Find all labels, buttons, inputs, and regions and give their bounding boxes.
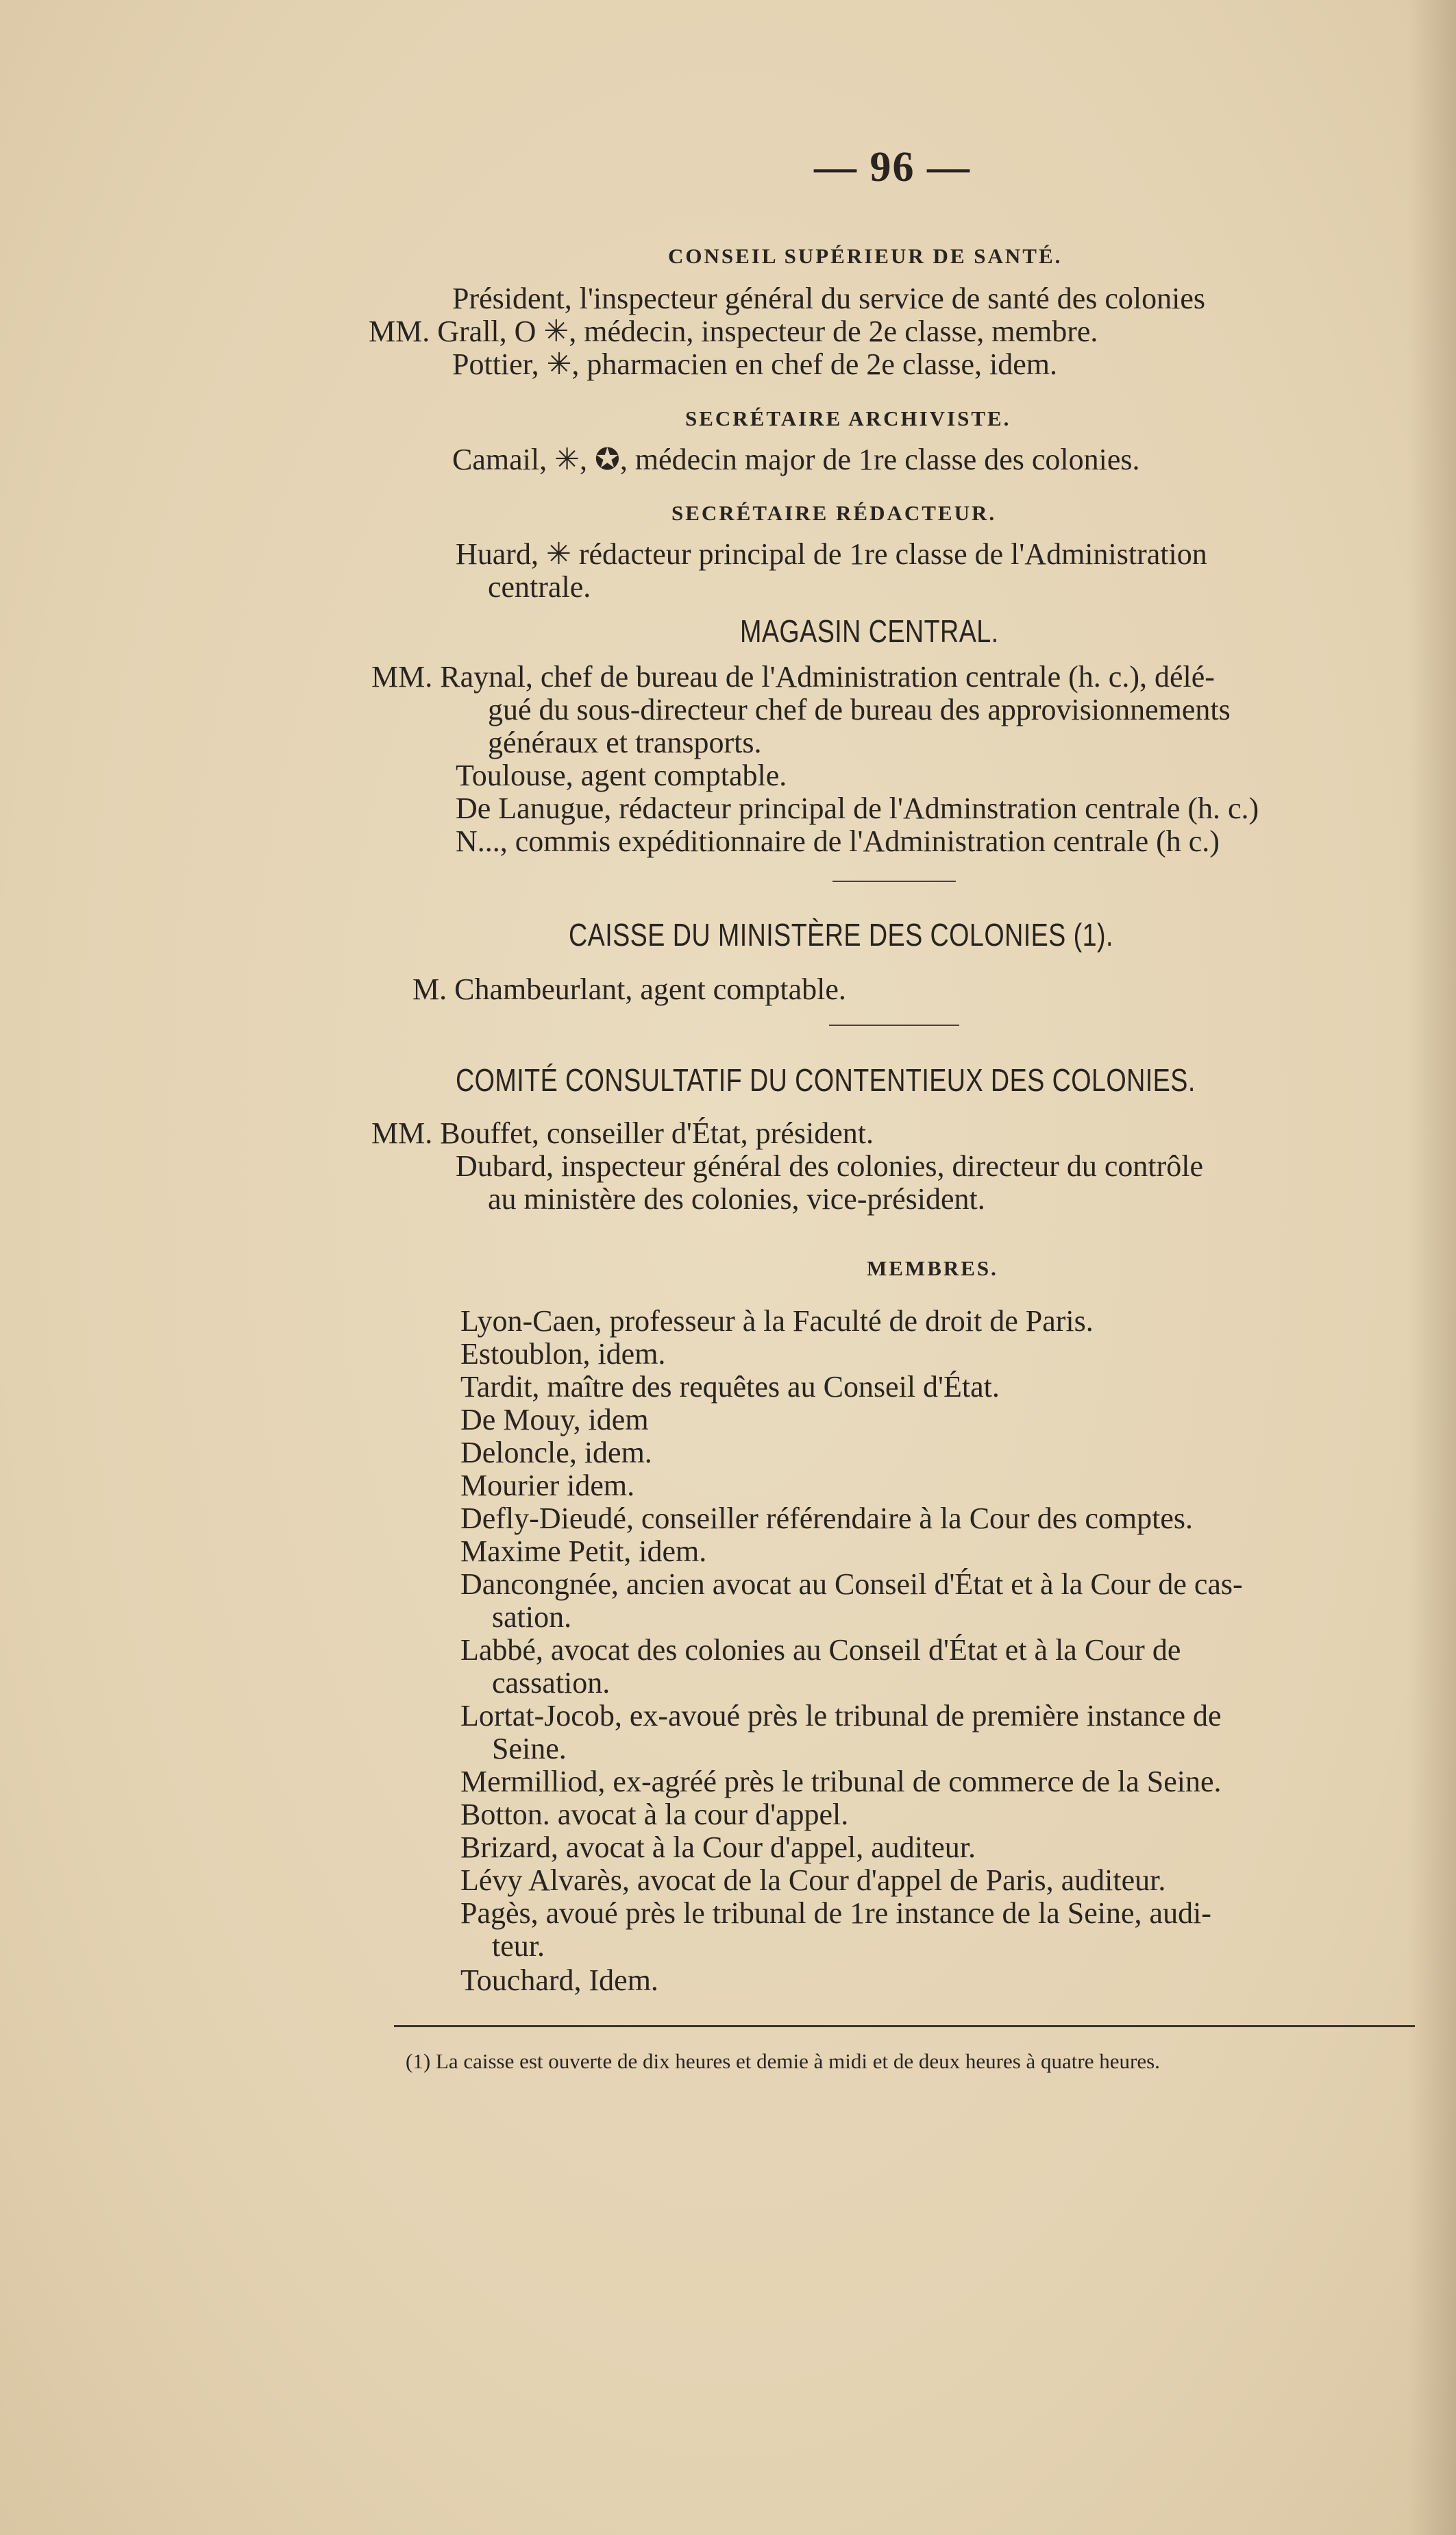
text-line: Président, l'inspecteur général du service de santé des colonies (452, 282, 1205, 315)
member-line: Estoublon, idem. (460, 1337, 666, 1371)
separator-rule (829, 1025, 959, 1026)
text-line: De Lanugue, rédacteur principal de l'Adminstration centrale (h. c.) (456, 792, 1259, 825)
member-line: Lortat-Jocob, ex-avoué près le tribunal de première instance de (460, 1699, 1222, 1732)
heading-secretaire-archiviste: SECRÉTAIRE ARCHIVISTE. (685, 406, 1011, 430)
separator-rule (832, 881, 956, 882)
text-line: au ministère des colonies, vice-président. (488, 1182, 985, 1216)
text-line: Dubard, inspecteur général des colonies, directeur du contrôle (456, 1149, 1204, 1183)
text-line: Huard, ✳ rédacteur principal de 1re classe de l'Administration (456, 537, 1207, 571)
heading-caisse-ministere: CAISSE DU MINISTÈRE DES COLONIES (1). (569, 917, 1113, 953)
member-line: cassation. (492, 1666, 610, 1700)
page-edge-shadow (1408, 0, 1456, 2535)
text-line: MM. Raynal, chef de bureau de l'Administration centrale (h. c.), délé- (371, 660, 1215, 694)
footnote-rule (394, 2025, 1415, 2027)
member-line: Mourier idem. (460, 1469, 635, 1502)
member-line: De Mouy, idem (460, 1403, 649, 1436)
member-line: Touchard, Idem. (460, 1963, 658, 1997)
member-line: Tardit, maître des requêtes au Conseil d'État. (460, 1370, 1000, 1404)
member-line: Maxime Petit, idem. (460, 1534, 707, 1568)
member-line: Seine. (492, 1732, 567, 1765)
footnote: (1) La caisse est ouverte de dix heures et demie à midi et de deux heures à quatre heures. (406, 2049, 1160, 2073)
text-line: généraux et transports. (488, 726, 762, 759)
heading-magasin-central: MAGASIN CENTRAL. (740, 613, 999, 649)
text-line: N..., commis expéditionnaire de l'Administration centrale (h c.) (456, 824, 1220, 858)
text-line: MM. Bouffet, conseiller d'État, président. (371, 1116, 874, 1150)
text-line: Camail, ✳, ✪, médecin major de 1re classe des colonies. (452, 443, 1140, 476)
text-line: centrale. (488, 570, 591, 604)
member-line: Defly-Dieudé, conseiller référendaire à la Cour des comptes. (460, 1502, 1193, 1535)
text-line: gué du sous-directeur chef de bureau des approvisionnements (488, 693, 1231, 726)
member-line: teur. (492, 1929, 545, 1963)
text-line: Pottier, ✳, pharmacien en chef de 2e classe, idem. (452, 347, 1057, 381)
member-line: Botton. avocat à la cour d'appel. (460, 1798, 849, 1831)
text-line: MM. Grall, O ✳, médecin, inspecteur de 2e classe, membre. (369, 315, 1098, 348)
heading-comite-consultatif: COMITÉ CONSULTATIF DU CONTENTIEUX DES COLONIES. (456, 1062, 1196, 1098)
heading-membres: MEMBRES. (867, 1256, 998, 1280)
page-number: — 96 — (814, 144, 971, 191)
member-line: Lévy Alvarès, avocat de la Cour d'appel de Paris, auditeur. (460, 1863, 1166, 1897)
member-line: Brizard, avocat à la Cour d'appel, auditeur. (460, 1830, 976, 1864)
member-line: Dancongnée, ancien avocat au Conseil d'État et à la Cour de cas- (460, 1567, 1243, 1601)
text-line: M. Chambeurlant, agent comptable. (412, 972, 846, 1006)
text-line: Toulouse, agent comptable. (456, 759, 787, 792)
member-line: Deloncle, idem. (460, 1436, 652, 1469)
member-line: Labbé, avocat des colonies au Conseil d'État et à la Cour de (460, 1633, 1181, 1667)
heading-conseil-superieur: CONSEIL SUPÉRIEUR DE SANTÉ. (668, 244, 1063, 268)
member-line: Pagès, avoué près le tribunal de 1re instance de la Seine, audi- (460, 1896, 1211, 1930)
member-line: Mermilliod, ex-agréé près le tribunal de commerce de la Seine. (460, 1765, 1222, 1798)
member-line: sation. (492, 1600, 572, 1634)
heading-secretaire-redacteur: SECRÉTAIRE RÉDACTEUR. (671, 501, 997, 525)
member-line: Lyon-Caen, professeur à la Faculté de droit de Paris. (460, 1304, 1094, 1338)
